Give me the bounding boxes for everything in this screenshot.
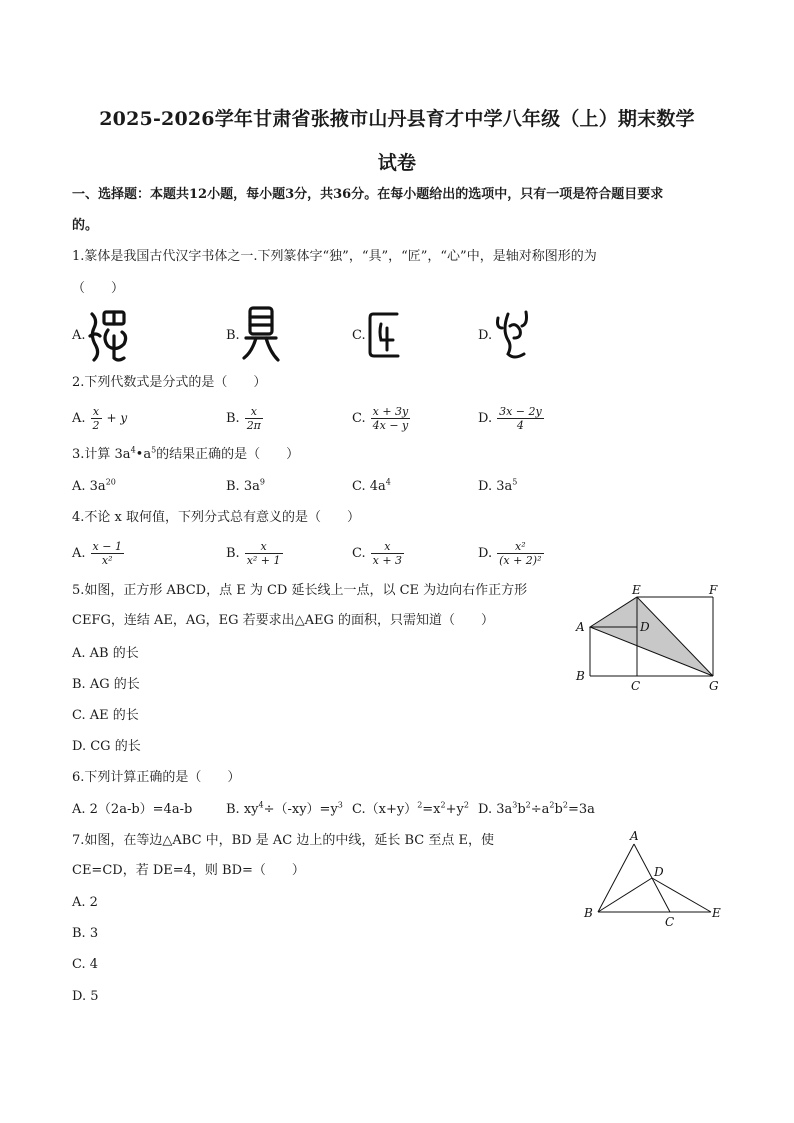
q2-a-tail: + y — [106, 411, 128, 425]
q2-option-b — [226, 401, 263, 435]
section-header-line1: 一、选择题：本题共12小题，每小题3分，共36分。在每小题给出的选项中，只有一项是符合题目要求 — [72, 187, 664, 202]
q5-label-a: A — [576, 620, 585, 634]
q4-option-d — [478, 536, 544, 570]
q6-d-c: ÷a — [530, 802, 550, 817]
q6-d-exp2: 2 — [525, 800, 531, 810]
q3-a-exp: 20 — [105, 477, 116, 487]
q2-a-denominator: 2 — [92, 418, 100, 432]
page-title-line1: 2025-2026学年甘肃省张掖市山丹县育才中学八年级（上）期末数学 — [99, 108, 695, 130]
q6-d-b: b — [517, 802, 526, 817]
q3-stem-a: 3.计算 3a — [72, 447, 131, 462]
q4-c-denominator: x + 3 — [372, 553, 403, 567]
q7-label-a: A — [630, 830, 639, 843]
q5-option-b: B. AG 的长 — [72, 677, 140, 692]
q2-option-b-label: B. — [226, 410, 240, 426]
q5-figure — [570, 580, 730, 692]
q6-option-a: A. 2（2a-b）=4a-b — [72, 802, 193, 817]
q2-b-numerator: x — [245, 405, 263, 419]
q3-option-c — [352, 478, 391, 496]
q4-option-b — [226, 536, 283, 570]
q7-label-d: D — [654, 865, 664, 879]
q6-stem: 6.下列计算正确的是（ ） — [72, 770, 241, 785]
q4-stem: 4.不论 x 取何值，下列分式总有意义的是（ ） — [72, 510, 360, 525]
q5-label-e: E — [632, 583, 641, 597]
q4-d-numerator: x² — [497, 540, 543, 554]
q6-c-a: C.（x+y） — [352, 802, 418, 817]
q5-option-d: D. CG 的长 — [72, 739, 141, 754]
seal-glyph-du-icon — [88, 306, 130, 362]
q2-option-a-label: A. — [72, 410, 86, 426]
q2-option-d-fraction — [497, 405, 544, 432]
q2-option-c-label: C. — [352, 410, 366, 426]
q7-label-e: E — [712, 906, 721, 920]
q2-stem: 2.下列代数式是分式的是（ ） — [72, 375, 267, 390]
q5-stem-line2: CEFG，连结 AE，AG，EG 若要求出△AEG 的面积，只需知道（ ） — [72, 613, 495, 628]
q4-option-a-fraction — [91, 540, 124, 567]
q6-d-exp3: 2 — [549, 800, 555, 810]
q1-stem-line1: 1.篆体是我国古代汉字书体之一.下列篆体字“独”，“具”，“匠”，“心”中，是轴对称图形的为 — [72, 249, 597, 264]
q3-option-a — [72, 478, 116, 496]
q4-option-a-label: A. — [72, 545, 86, 561]
q6-d-exp1: 3 — [512, 800, 518, 810]
q4-option-c-fraction — [371, 540, 404, 567]
q1-option-a-label: A. — [72, 328, 86, 343]
q3-stem-b: •a — [135, 447, 152, 462]
q2-option-c-fraction — [371, 405, 411, 432]
q3-d-text: D. 3a — [478, 479, 513, 494]
q4-option-a — [72, 536, 124, 570]
q4-b-denominator: x² + 1 — [246, 553, 281, 567]
q6-b-b: ÷（-xy）=y — [263, 802, 338, 817]
q7-line-ab — [598, 844, 634, 912]
q3-a-text: A. 3a — [72, 479, 106, 494]
q5-label-f: F — [709, 583, 718, 597]
q6-b-exp2: 3 — [337, 800, 343, 810]
seal-glyph-ju-icon — [242, 304, 280, 364]
q5-label-g: G — [709, 679, 719, 692]
q6-c-exp1: 2 — [417, 800, 423, 810]
q3-option-b — [226, 478, 265, 496]
q3-b-exp: 9 — [259, 477, 265, 487]
q5-label-c: C — [631, 679, 641, 692]
q4-option-b-label: B. — [226, 545, 240, 561]
q3-stem — [72, 446, 299, 464]
q6-option-d — [478, 801, 595, 819]
q4-d-denominator: (x + 2)² — [499, 553, 542, 567]
q3-option-d — [478, 478, 517, 496]
q6-d-f: =3a — [567, 802, 595, 817]
q3-b-text: B. 3a — [226, 479, 260, 494]
q4-a-numerator: x − 1 — [92, 539, 122, 553]
page-title-line2: 试卷 — [377, 152, 417, 174]
seal-glyph-xin-icon — [494, 308, 530, 360]
q2-option-a-fraction — [91, 405, 102, 432]
q2-option-a — [72, 401, 127, 435]
q4-a-denominator: x² — [101, 553, 113, 567]
q2-option-d — [478, 401, 544, 435]
q7-option-c: C. 4 — [72, 957, 99, 972]
q4-option-c-label: C. — [352, 545, 366, 561]
q6-b-exp1: 4 — [258, 800, 264, 810]
q7-line-bd — [598, 878, 652, 912]
q1-option-c-label: C. — [352, 328, 366, 343]
q4-b-numerator: x — [245, 540, 283, 554]
q1-option-d-label: D. — [478, 328, 493, 343]
q7-option-d: D. 5 — [72, 989, 99, 1004]
q7-label-b: B — [584, 906, 593, 920]
q2-a-numerator: x — [91, 405, 102, 419]
q2-option-b-fraction — [245, 405, 263, 432]
q4-option-d-fraction — [497, 540, 543, 567]
q3-stem-exp1: 4 — [130, 445, 136, 455]
q6-d-d: b — [554, 802, 563, 817]
q2-option-d-label: D. — [478, 410, 493, 426]
q6-b-a: B. xy — [226, 802, 259, 817]
q7-option-a: A. 2 — [72, 895, 98, 910]
q3-stem-exp2: 5 — [151, 445, 157, 455]
q1-option-b-label: B. — [226, 328, 240, 343]
q2-c-numerator: x + 3y — [372, 404, 409, 418]
q6-d-a: D. 3a — [478, 802, 513, 817]
q6-c-b: =x — [422, 802, 441, 817]
seal-glyph-jiang-icon — [367, 310, 401, 360]
section-header-line2: 的。 — [72, 218, 99, 233]
q3-stem-c: 的结果正确的是（ ） — [156, 447, 300, 462]
q6-c-c: +y — [445, 802, 464, 817]
q7-option-b: B. 3 — [72, 926, 99, 941]
q4-c-numerator: x — [371, 540, 404, 554]
q6-d-exp4: 2 — [562, 800, 568, 810]
q5-label-b: B — [576, 669, 585, 683]
q5-option-c: C. AE 的长 — [72, 708, 139, 723]
q1-stem-line2: （ ） — [72, 281, 125, 296]
q3-c-text: C. 4a — [352, 479, 386, 494]
q2-d-denominator: 4 — [516, 418, 524, 432]
q2-c-denominator: 4x − y — [372, 418, 409, 432]
q4-option-d-label: D. — [478, 545, 493, 561]
q7-stem-line1: 7.如图，在等边△ABC 中，BD 是 AC 边上的中线，延长 BC 至点 E，使 — [72, 833, 494, 848]
q6-option-b — [226, 801, 343, 819]
q6-c-exp3: 2 — [463, 800, 469, 810]
q7-figure — [576, 830, 726, 930]
q3-d-exp: 5 — [512, 477, 518, 487]
q4-option-c — [352, 536, 404, 570]
q5-label-d: D — [640, 620, 650, 634]
q6-option-c — [352, 801, 469, 819]
q4-option-b-fraction — [245, 540, 283, 567]
q7-label-c: C — [665, 915, 675, 929]
q6-c-exp2: 2 — [440, 800, 446, 810]
q5-shaded-triangle-aeg — [590, 597, 713, 676]
q2-b-denominator: 2π — [246, 418, 261, 432]
q2-option-c — [352, 401, 410, 435]
q5-option-a: A. AB 的长 — [72, 646, 139, 661]
q3-c-exp: 4 — [385, 477, 391, 487]
q2-d-numerator: 3x − 2y — [499, 404, 542, 418]
q7-stem-line2: CE=CD，若 DE=4，则 BD=（ ） — [72, 863, 305, 878]
q5-stem-line1: 5.如图，正方形 ABCD，点 E 为 CD 延长线上一点，以 CE 为边向右作正方形 — [72, 583, 528, 598]
